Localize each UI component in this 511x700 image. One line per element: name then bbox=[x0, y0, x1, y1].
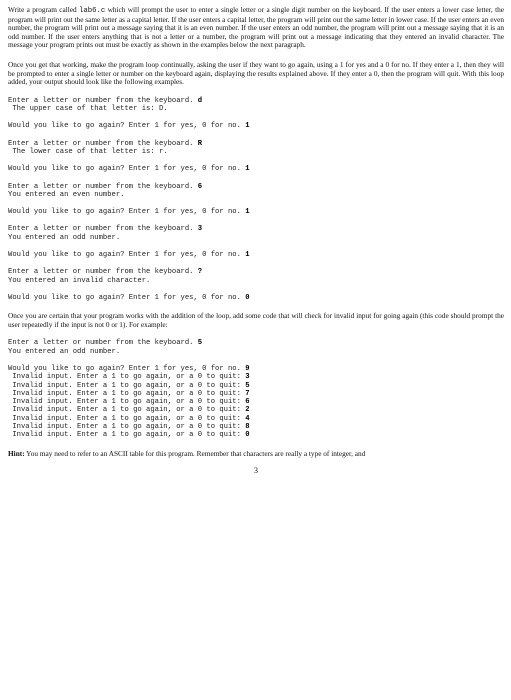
example-prompt: Enter a letter or number from the keyboard. bbox=[8, 182, 198, 191]
loop-paragraph: Once you get that working, make the program loop continually, asking the user if they want to go again, using a 1 for yes and a 0 for no. If they enter a 1, then they will be prompted to enter a single letter or number on the keyboard again, displaying the results explained above. If they enter a 0, then the program will quit. With this loop added, your output should look like the following examples. bbox=[8, 59, 506, 87]
example-prompt: Would you like to go again? Enter 1 for yes, 0 for no. bbox=[8, 165, 246, 174]
retry-line bbox=[8, 406, 504, 414]
example-prompt: Enter a letter or number from the keyboard. bbox=[8, 225, 198, 234]
example-user-input: 0 bbox=[245, 293, 250, 302]
example-user-input: 6 bbox=[197, 182, 203, 191]
hint-label: Hint: bbox=[8, 448, 25, 458]
retry-line bbox=[8, 390, 504, 398]
retry-line bbox=[8, 431, 504, 439]
example-prompt-line bbox=[8, 140, 504, 148]
retry-prompt: Invalid input. Enter a 1 to go again, or a 0 to quit: bbox=[8, 389, 246, 398]
example-user-input: 1 bbox=[245, 165, 250, 174]
invalid-example-block bbox=[8, 339, 504, 439]
example-output: You entered an even number. bbox=[8, 190, 125, 199]
retry-prompt: Invalid input. Enter a 1 to go again, or a 0 to quit: bbox=[8, 414, 246, 423]
example-user-input: 3 bbox=[197, 225, 203, 234]
page-number: 3 bbox=[254, 466, 258, 476]
example-output: The upper case of that letter is: D. bbox=[8, 105, 168, 114]
example-prompt: Enter a letter or number from the keyboard. bbox=[8, 139, 198, 148]
example-prompt-line bbox=[8, 165, 504, 173]
retry-prompt: Invalid input. Enter a 1 to go again, or a 0 to quit: bbox=[8, 398, 246, 407]
example-user-input: 1 bbox=[245, 208, 250, 217]
retry-prompt: Invalid input. Enter a 1 to go again, or a 0 to quit: bbox=[8, 406, 246, 415]
invalid-example-again-input: 9 bbox=[245, 364, 250, 373]
retry-user-input: 4 bbox=[245, 414, 250, 423]
retry-user-input: 5 bbox=[245, 381, 250, 390]
example-user-input: ? bbox=[197, 268, 203, 277]
example-prompt: Would you like to go again? Enter 1 for yes, 0 for no. bbox=[8, 122, 246, 131]
retry-user-input: 0 bbox=[245, 431, 250, 440]
example-prompt-line bbox=[8, 251, 504, 259]
example-prompt: Enter a letter or number from the keyboard. bbox=[8, 268, 198, 277]
example-prompt-line bbox=[8, 122, 504, 130]
invalid-example-again-prompt: Would you like to go again? Enter 1 for yes, 0 for no. bbox=[8, 364, 246, 373]
retry-line bbox=[8, 373, 504, 381]
retry-user-input: 3 bbox=[245, 373, 250, 382]
example-prompt: Would you like to go again? Enter 1 for yes, 0 for no. bbox=[8, 251, 246, 260]
example-prompt-line bbox=[8, 183, 504, 191]
retry-line bbox=[8, 398, 504, 406]
example-user-input: R bbox=[197, 139, 203, 148]
document-page bbox=[8, 6, 504, 475]
retry-user-input: 6 bbox=[245, 398, 250, 407]
example-prompt-line bbox=[8, 268, 504, 276]
retry-prompt: Invalid input. Enter a 1 to go again, or a 0 to quit: bbox=[8, 431, 246, 440]
example-prompt-line bbox=[8, 97, 504, 105]
example-prompt: Would you like to go again? Enter 1 for yes, 0 for no. bbox=[8, 293, 246, 302]
example-output: You entered an odd number. bbox=[8, 233, 121, 242]
retry-line bbox=[8, 382, 504, 390]
invalid-example-prompt-line bbox=[8, 339, 504, 347]
example-output: You entered an invalid character. bbox=[8, 276, 151, 285]
example-user-input: d bbox=[197, 96, 203, 105]
retry-line bbox=[8, 423, 504, 431]
example-user-input: 1 bbox=[245, 122, 250, 131]
example-user-input: 1 bbox=[245, 251, 250, 260]
invalid-example-prompt: Enter a letter or number from the keyboard. bbox=[8, 339, 198, 348]
invalid-input-paragraph: Once you are certain that your program works with the addition of the loop, add some code that will check for invalid input for going again (this code should prompt the user repeatedly if the input is not 0 or 1). For example: bbox=[8, 311, 506, 329]
example-prompt: Enter a letter or number from the keyboard. bbox=[8, 96, 198, 105]
example-prompt-line bbox=[8, 294, 504, 302]
retry-user-input: 2 bbox=[245, 406, 250, 415]
program-name: lab6.c bbox=[78, 7, 106, 15]
retry-prompt: Invalid input. Enter a 1 to go again, or a 0 to quit: bbox=[8, 423, 246, 432]
example-output-block bbox=[8, 97, 504, 302]
retry-prompt: Invalid input. Enter a 1 to go again, or a 0 to quit: bbox=[8, 381, 246, 390]
retry-user-input: 8 bbox=[245, 423, 250, 432]
example-prompt-line bbox=[8, 225, 504, 233]
example-output: The lower case of that letter is: r. bbox=[8, 147, 168, 156]
invalid-example-output: You entered an odd number. bbox=[8, 347, 121, 356]
retry-prompt: Invalid input. Enter a 1 to go again, or a 0 to quit: bbox=[8, 373, 246, 382]
retry-lines bbox=[8, 373, 504, 439]
intro-paragraph bbox=[8, 6, 504, 50]
retry-user-input: 7 bbox=[245, 389, 250, 398]
intro-text-after: which will prompt the user to enter a single letter or a single digit number on the keyboard. If the user enters a lower case letter, the program will print out the same letter as a capital letter. If the user enters a capital letter, the program will print out the same letter in lower case. If the user enters an even number, the program will print out a message saying that it is an even number. If the user enters an odd number, the program will print out a message saying that it is an odd number. If the user enters anything that is not a letter or a number, the program will print out a message indicating that they entered an invalid character. The message your program prints out must be exactly as shown in the examples below the next paragraph. bbox=[8, 5, 506, 50]
example-prompt: Would you like to go again? Enter 1 for yes, 0 for no. bbox=[8, 208, 246, 217]
invalid-example-again-line bbox=[8, 365, 504, 373]
example-prompt-line bbox=[8, 208, 504, 216]
hint-text: You may need to refer to an ASCII table for this program. Remember that characters are really a type of integer, and bbox=[24, 448, 366, 458]
invalid-example-input: 5 bbox=[197, 339, 203, 348]
hint-paragraph bbox=[8, 450, 504, 459]
intro-text-before: Write a program called bbox=[8, 5, 79, 14]
retry-line bbox=[8, 415, 504, 423]
